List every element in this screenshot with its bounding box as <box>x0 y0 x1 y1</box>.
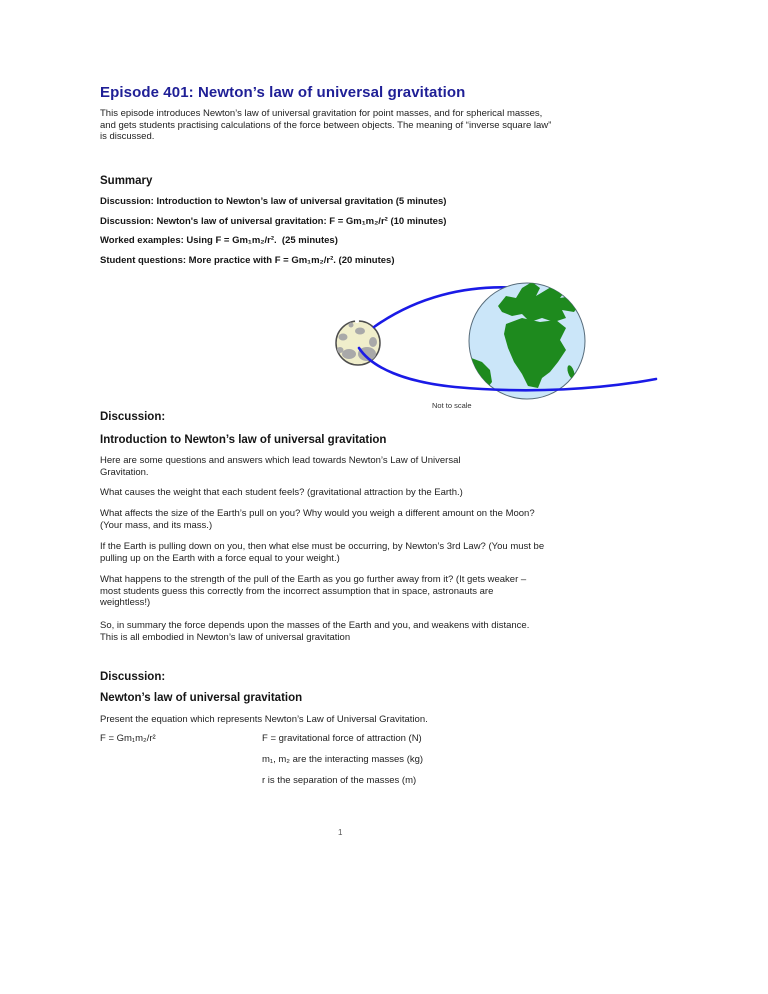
summary-list <box>100 196 660 274</box>
discussion-intro-label: Discussion: <box>100 411 166 423</box>
paragraph: What causes the weight that each student feels? (gravitational attraction by the Earth.) <box>100 487 463 498</box>
orbit-figure <box>330 270 670 415</box>
earth-icon <box>466 282 585 399</box>
definition-line: m₁, m₂ are the interacting masses (kg) <box>262 754 424 765</box>
summary-item: Student questions: More practice with F = Gm₁m₂/r². (20 minutes) <box>100 254 395 266</box>
moon-highlight <box>355 319 359 323</box>
discussion-law-label: Discussion: <box>100 671 166 683</box>
paragraph: What happens to the strength of the pull of the Earth as you go further away from it? (It gets weaker – most students guess this correctly from the incorrect assumption that in space, astronauts are weightless!) <box>100 574 527 609</box>
discussion-intro-heading: Introduction to Newton’s law of universal gravitation <box>100 434 387 446</box>
intro-paragraph: This episode introduces Newton’s law of universal gravitation for point masses, and for spherical masses, and gets students practising calculations of the force between objects. The meaning of “inverse square law” is discussed. <box>100 108 552 143</box>
gravitation-equation: F = Gm₁m₂/r² <box>100 733 156 744</box>
summary-heading: Summary <box>100 175 153 187</box>
paragraph: What affects the size of the Earth’s pull on you? Why would you weigh a different amount on the Moon? (Your mass, and its mass.) <box>100 508 535 531</box>
page-number: 1 <box>338 828 343 837</box>
summary-item: Discussion: Introduction to Newton’s law of universal gravitation (5 minutes) <box>100 196 447 207</box>
moon-earth-orbit-illustration <box>330 270 670 410</box>
discussion-law-heading: Newton’s law of universal gravitation <box>100 692 303 704</box>
paragraph: If the Earth is pulling down on you, then what else must be occurring, by Newton’s 3rd Law? (You must be pulling up on the Earth with a force equal to your weight.) <box>100 541 545 564</box>
summary-item: Worked examples: Using F = Gm₁m₂/r². (25 minutes) <box>100 235 338 246</box>
page-title: Episode 401: Newton’s law of universal gravitation <box>100 84 466 101</box>
paragraph: Present the equation which represents Newton’s Law of Universal Gravitation. <box>100 714 428 725</box>
figure-caption: Not to scale <box>432 401 472 410</box>
summary-item: Discussion: Newton's law of universal gravitation: F = Gm₁m₂/r² (10 minutes) <box>100 215 447 227</box>
definition-line: r is the separation of the masses (m) <box>262 775 417 786</box>
paragraph: So, in summary the force depends upon the masses of the Earth and you, and weakens with distance. This is all embodied in Newton’s law of universal gravitation <box>100 620 530 643</box>
paragraph: Here are some questions and answers which lead towards Newton’s Law of Universal Gravitation. <box>100 455 461 478</box>
definition-line: F = gravitational force of attraction (N) <box>262 733 422 744</box>
equation-definitions <box>262 733 562 796</box>
